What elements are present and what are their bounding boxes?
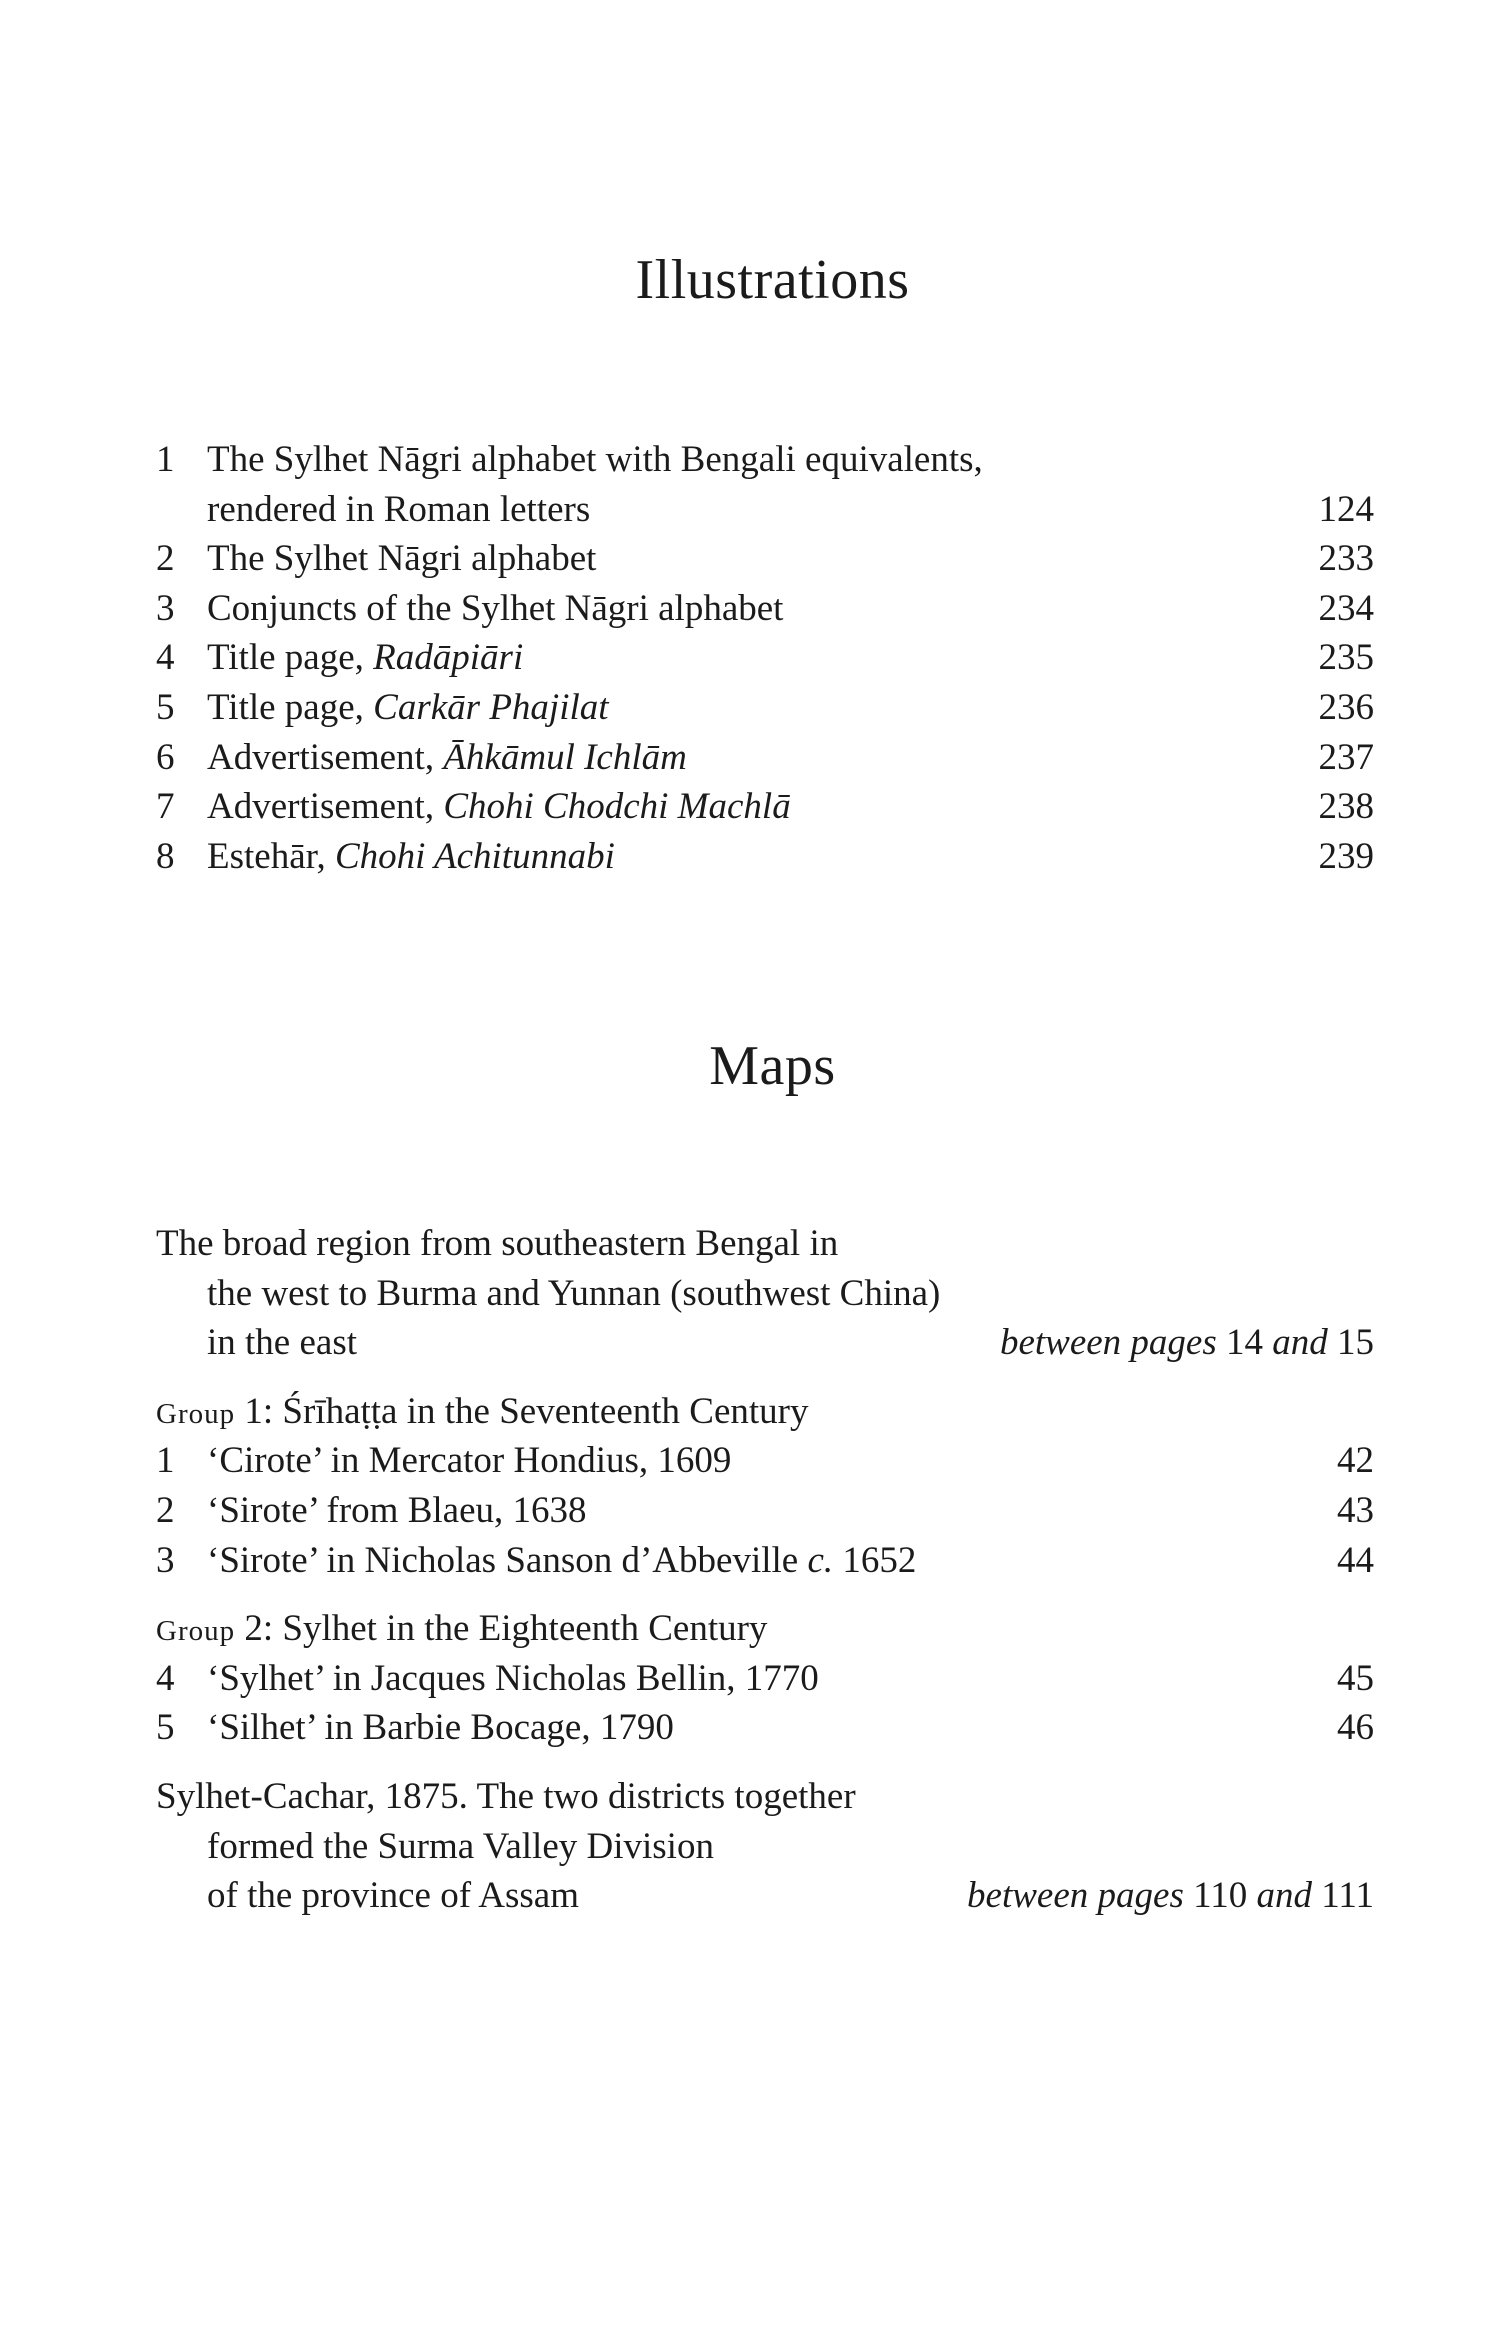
list-item: the west to Burma and Yunnan (southwest China) — [207, 1272, 941, 1314]
list-item: The broad region from southeastern Bengal in — [156, 1223, 839, 1264]
illustrations-heading: Illustrations — [635, 249, 910, 311]
list-item: 3 ‘Sirote’ in Nicholas Sanson d’Abbeville c. 1652 44 — [156, 1536, 1374, 1586]
list-item: 5 Title page, Carkār Phajilat 236 — [156, 683, 1374, 733]
list-item: formed the Surma Valley Division — [207, 1825, 714, 1867]
list-item: 8 Estehār, Chohi Achitunnabi 239 — [156, 832, 1374, 882]
list-item: 4 Title page, Radāpiāri 235 — [156, 633, 1374, 683]
list-item: 3 Conjuncts of the Sylhet Nāgri alphabet 234 — [156, 584, 1374, 634]
page-number: 234 — [1318, 587, 1374, 629]
list-item: Sylhet-Cachar, 1875. The two districts together — [156, 1775, 856, 1817]
group-heading: Group 1: Śrīhaṭṭa in the Seventeenth Century — [156, 1390, 809, 1432]
list-item: 7 Advertisement, Chohi Chodchi Machlā 238 — [156, 782, 1374, 832]
page-number: 43 — [1337, 1489, 1374, 1531]
group-heading: Group 2: Sylhet in the Eighteenth Century — [156, 1608, 768, 1650]
maps-heading: Maps — [709, 1035, 836, 1097]
page-number: 238 — [1318, 786, 1374, 828]
page-number: 236 — [1318, 686, 1374, 728]
list-item: rendered in Roman letters 124 — [156, 485, 1374, 535]
list-item: of the province of Assam between pages 110 and 111 — [156, 1871, 1374, 1921]
page-number: 233 — [1318, 538, 1374, 580]
illustrations-list — [156, 435, 1374, 881]
page-range: between pages 110 and 111 — [967, 1875, 1374, 1917]
page-number: 44 — [1337, 1539, 1374, 1581]
page-number: 46 — [1337, 1707, 1374, 1749]
maps-list — [156, 1219, 1374, 1921]
list-item: 6 Advertisement, Āhkāmul Ichlām 237 — [156, 733, 1374, 783]
list-item: 1 The Sylhet Nāgri alphabet with Bengali equivalents, — [156, 439, 983, 480]
page-number: 124 — [1318, 488, 1374, 530]
page-number: 235 — [1318, 637, 1374, 679]
list-item: 5 ‘Silhet’ in Barbie Bocage, 1790 46 — [156, 1703, 1374, 1753]
list-item: 4 ‘Sylhet’ in Jacques Nicholas Bellin, 1770 45 — [156, 1654, 1374, 1704]
page-number: 237 — [1318, 736, 1374, 778]
page-number: 239 — [1318, 835, 1374, 877]
list-item: 2 ‘Sirote’ from Blaeu, 1638 43 — [156, 1486, 1374, 1536]
list-item: 1 ‘Cirote’ in Mercator Hondius, 1609 42 — [156, 1436, 1374, 1486]
page-range: between pages 14 and 15 — [999, 1322, 1374, 1364]
page-number: 45 — [1337, 1657, 1374, 1699]
list-item: in the east between pages 14 and 15 — [156, 1318, 1374, 1368]
page-number: 42 — [1337, 1440, 1374, 1482]
list-item: 2 The Sylhet Nāgri alphabet 233 — [156, 534, 1374, 584]
